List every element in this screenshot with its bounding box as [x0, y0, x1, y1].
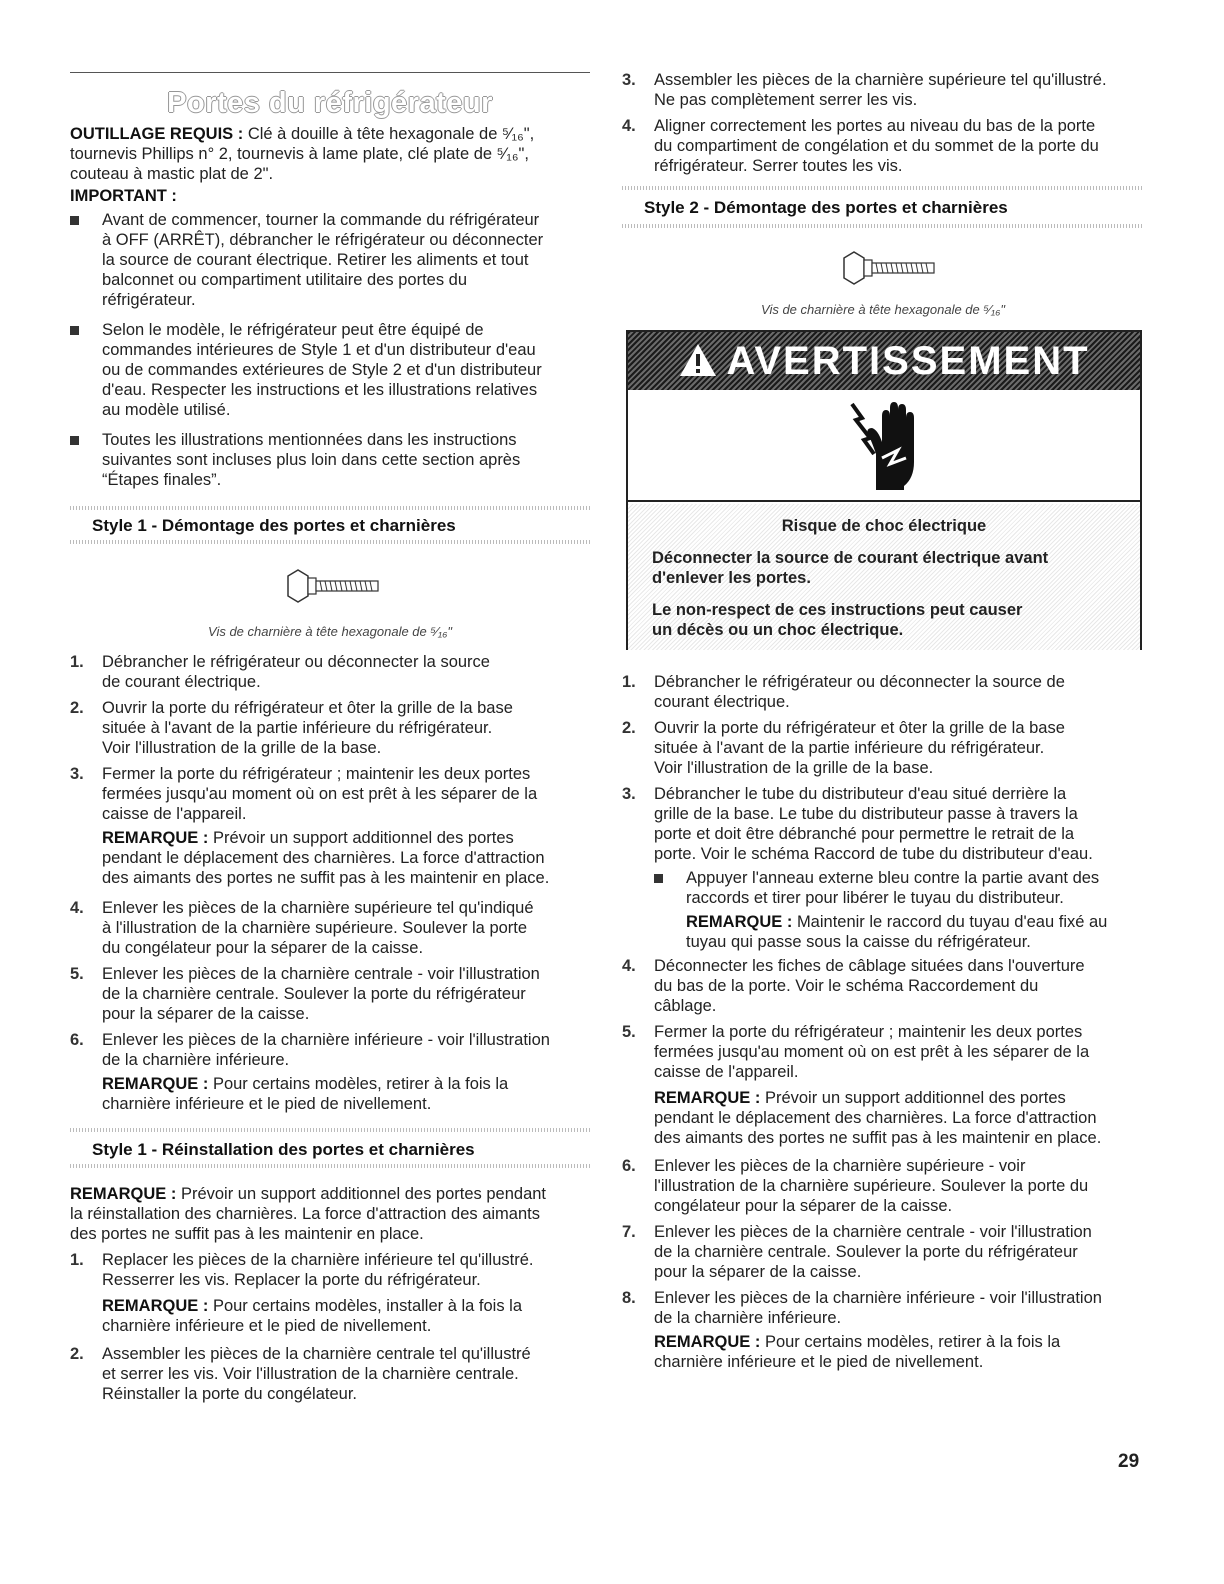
bullet-square — [70, 436, 79, 445]
style2-removal-heading: Style 2 - Démontage des portes et charnières — [644, 198, 1008, 217]
warning-header — [628, 332, 1140, 390]
divider — [70, 1128, 590, 1132]
note-paragraph: REMARQUE : Prévoir un support additionnel des portes pendant le déplacement des charnières. La force d'attraction des aimants des portes ne suffit pas à les maintenir en place. — [102, 829, 550, 887]
page-number: 29 — [1118, 1451, 1140, 1472]
note-paragraph: REMARQUE : Prévoir un support additionnel des portes pendant le déplacement des charnières. La force d'attraction des aimants des portes ne suffit pas à les maintenir en place. — [654, 1089, 1102, 1147]
tools-paragraph — [70, 124, 590, 184]
divider — [622, 224, 1144, 228]
reinstall-note: REMARQUE : Prévoir un support additionnel des portes pendant la réinstallation des charnières. La force d'attraction des aimants des portes ne suffit pas à les maintenir en place. — [70, 1185, 547, 1243]
section-title: Portes du réfrigérateur — [167, 87, 493, 119]
note-paragraph: REMARQUE : Maintenir le raccord du tuyau d'eau fixé au tuyau qui passe sous la caisse du réfrigérateur. — [686, 913, 1108, 951]
style1-removal-heading: Style 1 - Démontage des portes et charnières — [92, 516, 456, 535]
tools-text-1: Clé à douille à tête hexagonale de ⁵⁄₁₆", — [247, 125, 535, 143]
bullet-text: Avant de commencer, tourner la commande du réfrigérateur à OFF (ARRÊT), débrancher le réfrigérateur ou déconnecter la source de courant électrique. Retirer les aliments et tout balconnet ou compartiment utilitaire des portes du réfrigérateur. — [102, 211, 544, 309]
title-rule — [70, 72, 590, 73]
bullet-text: Toutes les illustrations mentionnées dans les instructions suivantes sont incluses plus loin dans cette section après “Étapes finales”. — [102, 431, 521, 489]
hex-screw-icon — [840, 250, 940, 288]
warning-box — [626, 330, 1142, 650]
bullet-text: Selon le modèle, le réfrigérateur peut être équipé de commandes intérieures de Style 1 et d'un distributeur d'eau ou de commandes extérieures de Style 2 et d'un distributeur d'eau. Respecter les instructions et les illustrations relatives au modèle utilisé. — [102, 321, 542, 419]
bullet-square — [654, 874, 663, 883]
hex-screw-icon — [284, 568, 384, 606]
warning-triangle-icon — [678, 342, 718, 378]
bullet-item — [70, 210, 590, 310]
bullet-item — [70, 320, 590, 420]
sub-bullet-item — [654, 868, 1144, 908]
warning-icon-area — [628, 390, 1140, 502]
bullet-item — [70, 430, 590, 490]
warning-body — [628, 504, 1140, 650]
warning-title: AVERTISSEMENT — [726, 339, 1090, 383]
screw-caption: Vis de charnière à tête hexagonale de ⁵⁄₁₆" — [208, 624, 452, 639]
important-label: IMPORTANT : — [70, 187, 177, 205]
style1-reinstall-heading: Style 1 - Réinstallation des portes et charnières — [92, 1140, 475, 1159]
tools-text-3: couteau à mastic plat de 2". — [70, 165, 274, 183]
warning-instruction: Déconnecter la source de courant électrique avant d'enlever les portes. — [652, 549, 1049, 587]
divider — [622, 186, 1144, 190]
screw-caption: Vis de charnière à tête hexagonale de ⁵⁄₁₆" — [761, 302, 1005, 317]
tools-text-2: tournevis Phillips n° 2, tournevis à lame plate, clé plate de ⁵⁄₁₆", — [70, 145, 529, 163]
divider — [70, 1164, 590, 1168]
electric-shock-hand-icon — [846, 398, 926, 494]
warning-risk: Risque de choc électrique — [781, 517, 987, 535]
note-paragraph: REMARQUE : Pour certains modèles, installer à la fois la charnière inférieure et le pied de nivellement. — [102, 1297, 522, 1335]
divider — [70, 506, 590, 510]
note-paragraph: REMARQUE : Pour certains modèles, retirer à la fois la charnière inférieure et le pied de nivellement. — [654, 1333, 1061, 1371]
bullet-text: Appuyer l'anneau externe bleu contre la partie avant des raccords et tirer pour libérer le tuyau du distributeur. — [686, 869, 1100, 907]
divider — [70, 540, 590, 544]
bullet-square — [70, 326, 79, 335]
warning-consequence: Le non-respect de ces instructions peut causer un décès ou un choc électrique. — [652, 601, 1023, 639]
note-paragraph: REMARQUE : Pour certains modèles, retirer à la fois la charnière inférieure et le pied de nivellement. — [102, 1075, 509, 1113]
bullet-square — [70, 216, 79, 225]
tools-label: OUTILLAGE REQUIS : — [70, 125, 244, 143]
